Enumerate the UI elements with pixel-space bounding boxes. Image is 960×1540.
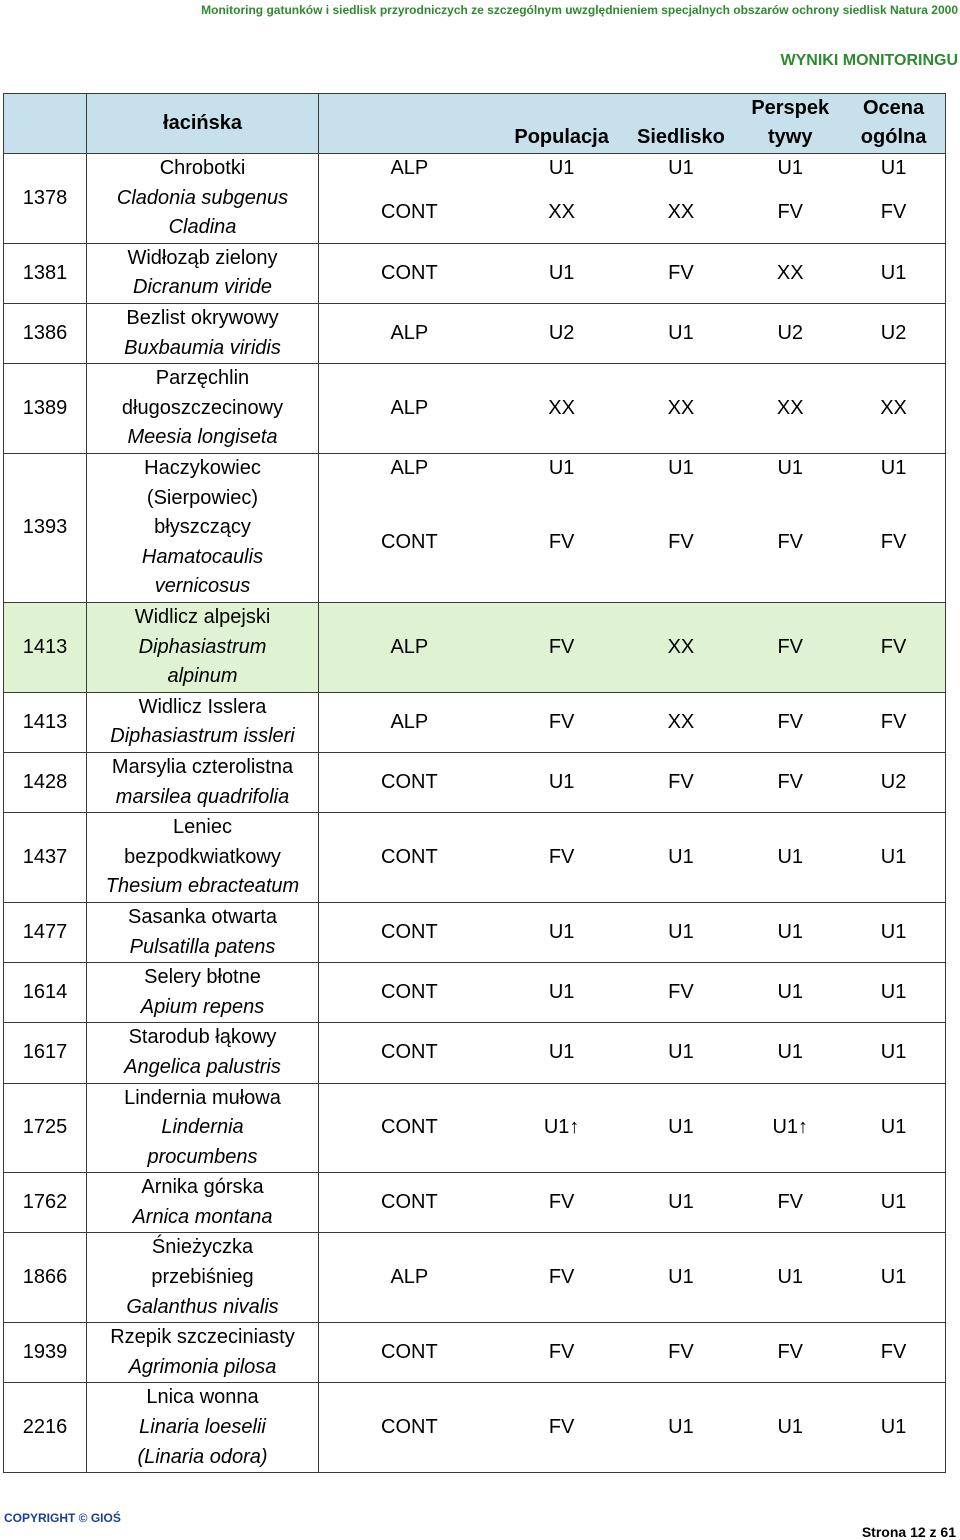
species-polish-name-line: Sasanka otwarta xyxy=(128,905,277,928)
value-habitat: U1 xyxy=(668,1416,694,1439)
header-code-cell xyxy=(4,94,87,154)
value-region: CONT xyxy=(381,770,438,793)
header-perspectives xyxy=(738,94,842,153)
value-population: U1↑ xyxy=(543,1116,580,1139)
value-habitat: U1 xyxy=(668,920,694,943)
value-overall: U2 xyxy=(880,770,907,793)
species-latin-name-line: vernicosus xyxy=(154,575,251,598)
assessment-values xyxy=(319,1323,946,1383)
value-perspectives: FV xyxy=(777,710,804,733)
value-habitat: U1 xyxy=(668,1266,694,1289)
value-perspectives: U1 xyxy=(777,157,804,179)
assessment-region-row xyxy=(319,963,945,1022)
species-name xyxy=(87,1023,319,1083)
species-polish-name-line: długoszczecinowy xyxy=(121,396,284,419)
species-latin-name-line: Buxbaumia viridis xyxy=(124,336,281,359)
species-polish-name-line: Bezlist okrywowy xyxy=(126,306,279,329)
value-region: CONT xyxy=(381,201,438,224)
species-code: 1614 xyxy=(4,963,87,1023)
value-habitat: FV xyxy=(668,530,694,553)
header-overall xyxy=(842,94,945,153)
assessment-values xyxy=(319,1083,946,1173)
species-latin-name-line: Cladonia subgenus xyxy=(116,186,289,209)
value-population: U1 xyxy=(548,261,575,284)
assessment-region-row xyxy=(319,1023,945,1082)
value-region: ALP xyxy=(390,396,429,419)
table-row xyxy=(4,1383,946,1473)
species-name xyxy=(87,364,319,454)
value-overall: FV xyxy=(880,635,907,658)
table-row xyxy=(4,364,946,454)
assessment-values xyxy=(319,303,946,363)
table-row xyxy=(4,303,946,363)
species-code: 1725 xyxy=(4,1083,87,1173)
value-perspectives: FV xyxy=(777,1191,804,1214)
species-polish-name-line: Widlicz alpejski xyxy=(134,605,271,628)
assessment-region-row xyxy=(319,484,945,602)
table-row xyxy=(4,813,946,903)
species-polish-name-line: Arnika górska xyxy=(141,1176,264,1199)
copyright: COPYRIGHT © GIOŚ xyxy=(4,1511,121,1525)
assessment-region-row xyxy=(319,753,945,812)
assessment-values xyxy=(319,902,946,962)
value-perspectives: XX xyxy=(776,396,804,419)
header-assessment-columns xyxy=(319,94,946,154)
value-overall: FV xyxy=(880,1341,907,1364)
value-perspectives: FV xyxy=(777,1341,804,1364)
header-latin: łacińska xyxy=(87,94,319,154)
assessment-region-row xyxy=(319,364,945,453)
value-population: FV xyxy=(548,1191,575,1214)
species-name xyxy=(87,752,319,812)
value-overall: XX xyxy=(880,396,907,419)
value-habitat: XX xyxy=(667,201,695,224)
value-overall: U1 xyxy=(880,261,907,284)
table-row xyxy=(4,902,946,962)
assessment-region-row xyxy=(319,304,945,363)
assessment-values xyxy=(319,453,946,602)
species-latin-name-line: Cladina xyxy=(168,216,237,239)
table-row xyxy=(4,154,946,244)
species-name xyxy=(87,1083,319,1173)
value-overall: U1 xyxy=(880,1116,907,1139)
assessment-values xyxy=(319,602,946,692)
header-overall-line-2: ogólna xyxy=(860,126,927,149)
value-perspectives: FV xyxy=(777,201,804,224)
species-name xyxy=(87,1173,319,1233)
header-perspectives-line-1: Perspek xyxy=(751,96,830,119)
value-population: XX xyxy=(548,201,575,224)
value-habitat: U1 xyxy=(668,845,694,868)
species-polish-name-line: bezpodkwiatkowy xyxy=(124,845,281,868)
assessment-region-row xyxy=(319,1383,945,1472)
table-row xyxy=(4,243,946,303)
species-code: 1437 xyxy=(4,813,87,903)
value-region: CONT xyxy=(381,530,438,553)
species-latin-name-line: (Linaria odora) xyxy=(137,1445,268,1468)
assessment-values xyxy=(319,1173,946,1233)
table-row xyxy=(4,752,946,812)
assessment-region-row xyxy=(319,1233,945,1322)
species-name xyxy=(87,453,319,602)
value-habitat: U1 xyxy=(668,456,694,479)
species-latin-name-line: Diphasiastrum issleri xyxy=(110,725,295,748)
value-population: U2 xyxy=(548,321,575,344)
species-latin-name-line: alpinum xyxy=(167,665,238,688)
table-row xyxy=(4,1173,946,1233)
value-habitat: FV xyxy=(668,261,694,284)
value-population: FV xyxy=(548,845,575,868)
assessment-region-row xyxy=(319,154,945,184)
value-perspectives: U1 xyxy=(777,1416,804,1439)
value-perspectives: U1 xyxy=(777,1041,804,1064)
species-code: 1477 xyxy=(4,902,87,962)
assessment-region-row xyxy=(319,813,945,902)
assessment-values xyxy=(319,813,946,903)
page-number: Strona 12 z 61 xyxy=(861,1524,956,1540)
value-population: FV xyxy=(548,635,575,658)
section-title: WYNIKI MONITORINGU xyxy=(780,52,958,69)
species-code: 1389 xyxy=(4,364,87,454)
species-name xyxy=(87,154,319,244)
assessment-values xyxy=(319,154,946,244)
value-population: FV xyxy=(548,530,575,553)
species-name xyxy=(87,963,319,1023)
assessment-region-row xyxy=(319,454,945,484)
assessment-region-row xyxy=(319,184,945,243)
species-polish-name-line: Starodub łąkowy xyxy=(128,1026,277,1049)
value-region: CONT xyxy=(381,1191,438,1214)
value-population: FV xyxy=(548,1416,575,1439)
value-habitat: U1 xyxy=(668,157,694,179)
species-polish-name-line: Haczykowiec xyxy=(144,456,261,479)
species-code: 1393 xyxy=(4,453,87,602)
assessment-region-row xyxy=(319,903,945,962)
value-region: ALP xyxy=(390,321,429,344)
species-name xyxy=(87,813,319,903)
species-name xyxy=(87,1323,319,1383)
value-population: U1 xyxy=(548,770,575,793)
species-polish-name-line: Marsylia czterolistna xyxy=(111,755,294,778)
assessment-values xyxy=(319,963,946,1023)
value-region: ALP xyxy=(390,710,429,733)
value-region: ALP xyxy=(390,157,429,179)
table-row xyxy=(4,453,946,602)
value-region: CONT xyxy=(381,1341,438,1364)
value-perspectives: U1↑ xyxy=(772,1116,809,1139)
value-overall: FV xyxy=(880,201,907,224)
header-habitat: Siedlisko xyxy=(637,126,725,149)
value-overall: U2 xyxy=(880,321,907,344)
value-region: ALP xyxy=(390,456,429,479)
value-region: ALP xyxy=(390,1266,429,1289)
species-name xyxy=(87,1383,319,1473)
species-latin-name-line: Linaria loeselii xyxy=(139,1416,266,1439)
assessment-region-row xyxy=(319,244,945,303)
value-population: FV xyxy=(548,1266,575,1289)
table-row xyxy=(4,602,946,692)
species-polish-name-line: Chrobotki xyxy=(159,157,246,179)
assessment-region-row xyxy=(319,1323,945,1382)
species-polish-name-line: Widłoząb zielony xyxy=(127,246,278,269)
value-population: U1 xyxy=(548,456,575,479)
value-overall: U1 xyxy=(880,1416,907,1439)
assessment-region-row xyxy=(319,693,945,752)
value-habitat: FV xyxy=(668,980,694,1003)
species-name xyxy=(87,303,319,363)
monitoring-results-table xyxy=(3,93,946,1473)
species-polish-name-line: Lnica wonna xyxy=(146,1386,259,1409)
value-perspectives: U1 xyxy=(777,980,804,1003)
species-latin-name-line: Agrimonia pilosa xyxy=(128,1355,277,1378)
value-overall: U1 xyxy=(880,1191,907,1214)
species-name xyxy=(87,602,319,692)
species-code: 1428 xyxy=(4,752,87,812)
value-perspectives: FV xyxy=(777,770,804,793)
species-latin-name-line: marsilea quadrifolia xyxy=(115,785,290,808)
table-row xyxy=(4,963,946,1023)
species-name xyxy=(87,902,319,962)
value-habitat: FV xyxy=(668,770,694,793)
value-population: U1 xyxy=(548,920,575,943)
table-row xyxy=(4,1023,946,1083)
table-row xyxy=(4,692,946,752)
value-overall: FV xyxy=(880,710,907,733)
species-code: 1939 xyxy=(4,1323,87,1383)
value-overall: U1 xyxy=(880,456,907,479)
species-latin-name-line: Hamatocaulis xyxy=(141,545,264,568)
species-latin-name-line: Angelica palustris xyxy=(124,1055,281,1078)
species-code: 2216 xyxy=(4,1383,87,1473)
value-habitat: FV xyxy=(668,1341,694,1364)
value-perspectives: FV xyxy=(777,635,804,658)
assessment-region-row xyxy=(319,603,945,692)
value-region: CONT xyxy=(381,1041,438,1064)
species-latin-name-line: Galanthus nivalis xyxy=(126,1295,279,1318)
assessment-values xyxy=(319,1023,946,1083)
table-header-row xyxy=(4,94,946,154)
value-perspectives: U1 xyxy=(777,845,804,868)
species-code: 1381 xyxy=(4,243,87,303)
table-row xyxy=(4,1323,946,1383)
value-perspectives: FV xyxy=(777,530,804,553)
assessment-values xyxy=(319,1233,946,1323)
value-region: ALP xyxy=(390,635,429,658)
value-habitat: U1 xyxy=(668,321,694,344)
value-overall: U1 xyxy=(880,920,907,943)
assessment-values xyxy=(319,692,946,752)
value-region: CONT xyxy=(381,261,438,284)
table-body xyxy=(4,154,946,1473)
value-overall: U1 xyxy=(880,157,907,179)
value-population: FV xyxy=(548,710,575,733)
header-overall-line-1: Ocena xyxy=(862,96,925,119)
value-perspectives: U2 xyxy=(777,321,804,344)
value-population: U1 xyxy=(548,980,575,1003)
species-code: 1386 xyxy=(4,303,87,363)
value-perspectives: XX xyxy=(776,261,804,284)
species-latin-name-line: Lindernia xyxy=(161,1116,244,1139)
value-population: XX xyxy=(548,396,575,419)
value-population: U1 xyxy=(548,1041,575,1064)
assessment-region-row xyxy=(319,1173,945,1232)
species-name xyxy=(87,243,319,303)
species-code: 1762 xyxy=(4,1173,87,1233)
value-overall: U1 xyxy=(880,845,907,868)
value-population: FV xyxy=(548,1341,575,1364)
species-polish-name-line: Parzęchlin xyxy=(155,367,250,390)
value-perspectives: U1 xyxy=(777,1266,804,1289)
species-polish-name-line: (Sierpowiec) xyxy=(146,486,259,509)
species-name xyxy=(87,1233,319,1323)
value-habitat: XX xyxy=(667,635,695,658)
value-habitat: U1 xyxy=(668,1191,694,1214)
assessment-values xyxy=(319,1383,946,1473)
value-overall: U1 xyxy=(880,1266,907,1289)
table-row xyxy=(4,1083,946,1173)
document-header-title: Monitoring gatunków i siedlisk przyrodniczych ze szczególnym uwzględnieniem specjalnych obszarów ochrony siedlisk Natura 2000 xyxy=(201,3,958,17)
value-region: CONT xyxy=(381,1116,438,1139)
species-latin-name-line: Meesia longiseta xyxy=(127,426,278,449)
value-region: CONT xyxy=(381,1416,438,1439)
species-polish-name-line: Śnieżyczka xyxy=(151,1236,254,1259)
value-habitat: XX xyxy=(667,396,695,419)
species-code: 1866 xyxy=(4,1233,87,1323)
species-polish-name-line: Rzepik szczeciniasty xyxy=(110,1326,295,1349)
value-region: CONT xyxy=(381,845,438,868)
value-overall: FV xyxy=(880,530,907,553)
species-polish-name-line: Widlicz Isslera xyxy=(138,695,267,718)
value-overall: U1 xyxy=(880,980,907,1003)
species-latin-name-line: Apium repens xyxy=(140,995,265,1018)
value-habitat: U1 xyxy=(668,1041,694,1064)
species-latin-name-line: Diphasiastrum xyxy=(138,635,267,658)
species-polish-name-line: błyszczący xyxy=(154,516,251,539)
species-name xyxy=(87,692,319,752)
value-habitat: XX xyxy=(667,710,695,733)
value-overall: U1 xyxy=(880,1041,907,1064)
assessment-values xyxy=(319,752,946,812)
species-latin-name-line: Dicranum viride xyxy=(133,276,272,299)
species-latin-name-line: Arnica montana xyxy=(132,1205,273,1228)
value-perspectives: U1 xyxy=(777,920,804,943)
value-region: CONT xyxy=(381,980,438,1003)
assessment-values xyxy=(319,243,946,303)
species-latin-name-line: Pulsatilla patens xyxy=(129,935,276,958)
species-code: 1413 xyxy=(4,602,87,692)
species-code: 1378 xyxy=(4,154,87,244)
species-latin-name-line: procumbens xyxy=(147,1145,258,1168)
header-population: Populacja xyxy=(514,126,609,149)
species-polish-name-line: Selery błotne xyxy=(144,966,261,989)
species-code: 1617 xyxy=(4,1023,87,1083)
value-habitat: U1 xyxy=(668,1116,694,1139)
assessment-region-row xyxy=(319,1084,945,1173)
value-perspectives: U1 xyxy=(777,456,804,479)
value-population: U1 xyxy=(548,157,575,179)
species-polish-name-line: Leniec xyxy=(173,816,232,839)
header-perspectives-line-2: tywy xyxy=(768,126,813,149)
assessment-values xyxy=(319,364,946,454)
table-row xyxy=(4,1233,946,1323)
species-latin-name-line: Thesium ebracteatum xyxy=(105,875,300,898)
species-polish-name-line: przebiśnieg xyxy=(151,1266,254,1289)
value-region: CONT xyxy=(381,920,438,943)
species-polish-name-line: Lindernia mułowa xyxy=(124,1086,281,1109)
species-code: 1413 xyxy=(4,692,87,752)
